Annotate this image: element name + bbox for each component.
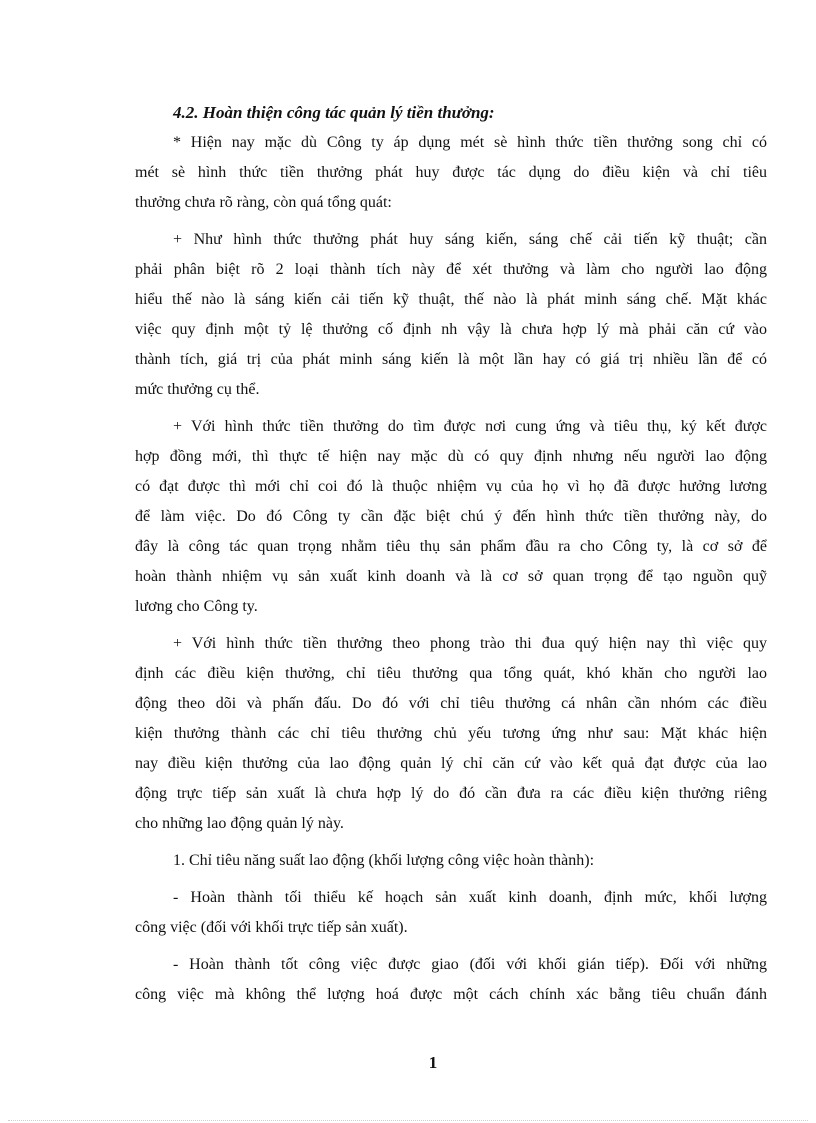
text-line: thành tích, giá trị của phát minh sáng kiến là một lần hay có giá trị nhiều lần để có <box>135 351 767 368</box>
document-body <box>135 128 767 1010</box>
text-line: định các điều kiện thưởng, chỉ tiêu thưởng qua tổng quát, khó khăn cho người lao <box>135 665 767 682</box>
text-line: hoàn thành nhiệm vụ sản xuất kinh doanh và là cơ sở quan trọng để tạo nguồn quỹ <box>135 568 767 585</box>
section-heading: 4.2. Hoàn thiện công tác quản lý tiền thưởng: <box>173 103 495 122</box>
paragraph <box>135 629 767 839</box>
text-line: đây là công tác quan trọng nhằm tiêu thụ sản phẩm đầu ra cho Công ty, là cơ sở để <box>135 538 767 555</box>
text-line: - Hoàn thành tối thiểu kế hoạch sản xuất kinh doanh, định mức, khối lượng <box>173 889 767 906</box>
text-line: mức thưởng cụ thể. <box>135 381 260 398</box>
text-line: + Với hình thức tiền thưởng theo phong trào thi đua quý hiện nay thì việc quy <box>173 635 767 652</box>
text-line: - Hoàn thành tốt công việc được giao (đối với khối gián tiếp). Đối với những <box>173 956 767 973</box>
paragraph <box>135 846 767 876</box>
text-line: + Với hình thức tiền thưởng do tìm được nơi cung ứng và tiêu thụ, ký kết được <box>173 418 767 435</box>
text-line: * Hiện nay mặc dù Công ty áp dụng mét sè hình thức tiền thưởng song chỉ có <box>173 134 767 151</box>
paragraph <box>135 950 767 1010</box>
text-line: việc quy định một tỷ lệ thưởng cố định nh vậy là chưa hợp lý mà phải căn cứ vào <box>135 321 767 338</box>
text-line: thưởng chưa rõ ràng, còn quá tổng quát: <box>135 194 392 211</box>
text-line: hiểu thế nào là sáng kiến cải tiến kỹ thuật, thế nào là phát minh sáng chế. Mặt khác <box>135 291 767 308</box>
text-line: kiện thưởng thành các chỉ tiêu thưởng chủ yếu tương ứng như sau: Mặt khác hiện <box>135 725 767 742</box>
text-line: 1. Chỉ tiêu năng suất lao động (khối lượng công việc hoàn thành): <box>173 852 595 869</box>
text-line: phải phân biệt rõ 2 loại thành tích này để xét thưởng và làm cho người lao động <box>135 261 767 278</box>
document-page <box>135 100 767 1010</box>
text-line: để làm việc. Do đó Công ty cần đặc biệt chú ý đến hình thức tiền thưởng này, do <box>135 508 767 525</box>
page-number: 1 <box>428 1053 438 1072</box>
text-line: động trực tiếp sản xuất là chưa hợp lý do đó cần đưa ra các điều kiện thưởng riêng <box>135 785 767 802</box>
text-line: có đạt được thì mới chỉ coi đó là thuộc nhiệm vụ của họ vì họ đã được hưởng lương <box>135 478 767 495</box>
text-line: hợp đồng mới, thì thực tế hiện nay mặc dù có quy định nhưng nếu người lao động <box>135 448 767 465</box>
text-line: cho những lao động quản lý này. <box>135 815 344 832</box>
text-line: nay điều kiện thưởng của lao động quản lý chỉ căn cứ vào kết quả đạt được của lao <box>135 755 767 772</box>
paragraph <box>135 225 767 405</box>
text-line: lương cho Công ty. <box>135 598 258 615</box>
text-line: công việc mà không thể lượng hoá được một cách chính xác bằng tiêu chuẩn đánh <box>135 986 767 1003</box>
text-line: + Như hình thức thưởng phát huy sáng kiến, sáng chế cải tiến kỹ thuật; cần <box>173 231 767 248</box>
text-line: mét sè hình thức tiền thưởng phát huy được tác dụng do điều kiện và chỉ tiêu <box>135 164 767 181</box>
page-separator <box>8 1120 808 1121</box>
text-line: động theo dõi và phấn đấu. Do đó với chỉ tiêu thưởng cá nhân cần nhóm các điều <box>135 695 767 712</box>
paragraph <box>135 883 767 943</box>
paragraph <box>135 412 767 622</box>
paragraph <box>135 128 767 218</box>
text-line: công việc (đối với khối trực tiếp sản xuất). <box>135 919 408 936</box>
